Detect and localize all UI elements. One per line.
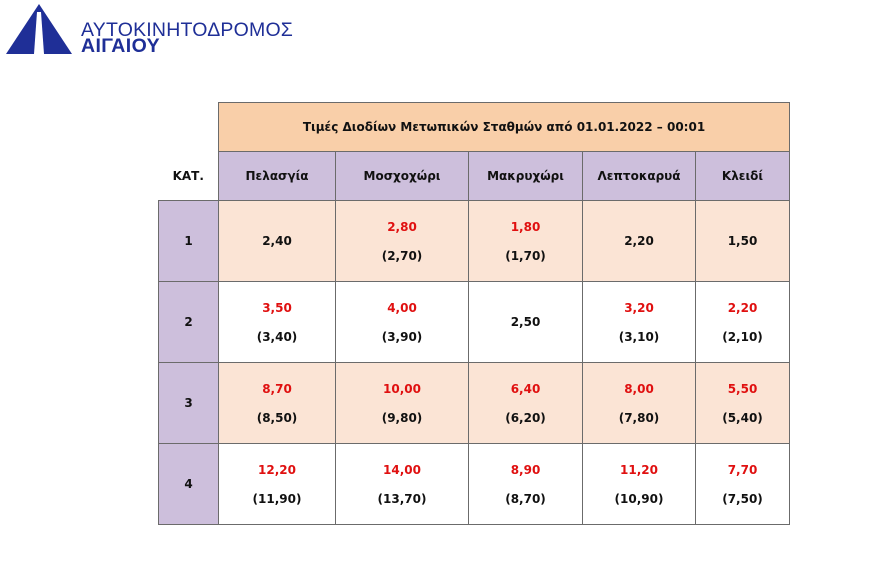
old-price: (10,90): [614, 491, 664, 506]
old-price: (3,40): [256, 329, 298, 344]
price-cell: [469, 444, 583, 525]
station-header: Μοσχοχώρι: [336, 152, 469, 201]
triangle-road-logo-icon: [4, 2, 74, 56]
station-header: Μακρυχώρι: [469, 152, 583, 201]
category-cell: 4: [159, 444, 219, 525]
station-header: Πελασγία: [219, 152, 336, 201]
old-price: (13,70): [377, 491, 427, 506]
price-cell: [336, 363, 469, 444]
old-price: (7,50): [722, 491, 763, 506]
new-price: 2,80: [387, 219, 417, 234]
new-price: 7,70: [727, 462, 758, 477]
price-value: 2,50: [510, 315, 541, 329]
logo-text-line1: ΑΥΤΟΚΙΝΗΤΟΔΡΟΜΟΣ: [81, 19, 294, 41]
new-price: 6,40: [510, 381, 541, 396]
new-price: 8,70: [262, 381, 292, 396]
old-price: (3,10): [618, 329, 660, 344]
table-title: [219, 103, 790, 152]
new-price: 3,50: [262, 300, 292, 315]
old-price: (1,70): [505, 248, 546, 263]
old-price: (2,70): [381, 248, 423, 263]
price-cell: [583, 444, 696, 525]
new-price: 14,00: [383, 462, 421, 477]
table-row: [159, 282, 790, 363]
price-cell: [469, 282, 583, 363]
new-price: 2,20: [727, 300, 758, 315]
price-cell: [219, 201, 336, 282]
old-price: (9,80): [381, 410, 423, 425]
price-cell: [469, 363, 583, 444]
category-header: ΚΑΤ.: [172, 168, 204, 183]
old-price: (5,40): [722, 410, 763, 425]
new-price: 8,90: [510, 462, 541, 477]
table-row: [159, 201, 790, 282]
price-cell: [696, 282, 790, 363]
old-price: (2,10): [722, 329, 763, 344]
old-price: (8,70): [505, 491, 546, 506]
price-cell: [583, 282, 696, 363]
price-value: 2,20: [624, 234, 654, 248]
price-cell: [336, 444, 469, 525]
new-price: 10,00: [383, 381, 421, 396]
old-price: (11,90): [252, 491, 302, 506]
price-cell: [696, 363, 790, 444]
price-value: 2,40: [262, 234, 292, 248]
logo-text-line2: ΑΙΓΑΙΟΥ: [81, 35, 161, 57]
price-cell: [219, 444, 336, 525]
new-price: 11,20: [620, 462, 658, 477]
price-cell: [696, 201, 790, 282]
old-price: (6,20): [505, 410, 546, 425]
price-cell: [219, 282, 336, 363]
category-cell: 1: [159, 201, 219, 282]
old-price: (3,90): [381, 329, 423, 344]
corner-blank: [159, 103, 219, 152]
price-cell: [696, 444, 790, 525]
old-price: (8,50): [256, 410, 298, 425]
price-cell: [469, 201, 583, 282]
station-header: Κλειδί: [696, 152, 790, 201]
new-price: 4,00: [387, 300, 417, 315]
price-cell: [583, 201, 696, 282]
new-price: 8,00: [624, 381, 654, 396]
table-title-text: Τιμές Διοδίων Μετωπικών Σταθμών από 01.01.2022 – 00:01: [302, 120, 706, 134]
new-price: 3,20: [624, 300, 654, 315]
price-value: 1,50: [727, 234, 758, 248]
category-cell: 3: [159, 363, 219, 444]
table-row: [159, 363, 790, 444]
price-cell: [219, 363, 336, 444]
new-price: 12,20: [258, 462, 296, 477]
new-price: 1,80: [510, 219, 541, 234]
station-header: Λεπτοκαρυά: [583, 152, 696, 201]
price-cell: [583, 363, 696, 444]
table-row: [159, 444, 790, 525]
toll-prices-table: [158, 102, 790, 525]
old-price: (7,80): [618, 410, 660, 425]
new-price: 5,50: [727, 381, 758, 396]
company-logo: [4, 2, 294, 58]
price-cell: [336, 282, 469, 363]
category-cell: 2: [159, 282, 219, 363]
price-cell: [336, 201, 469, 282]
